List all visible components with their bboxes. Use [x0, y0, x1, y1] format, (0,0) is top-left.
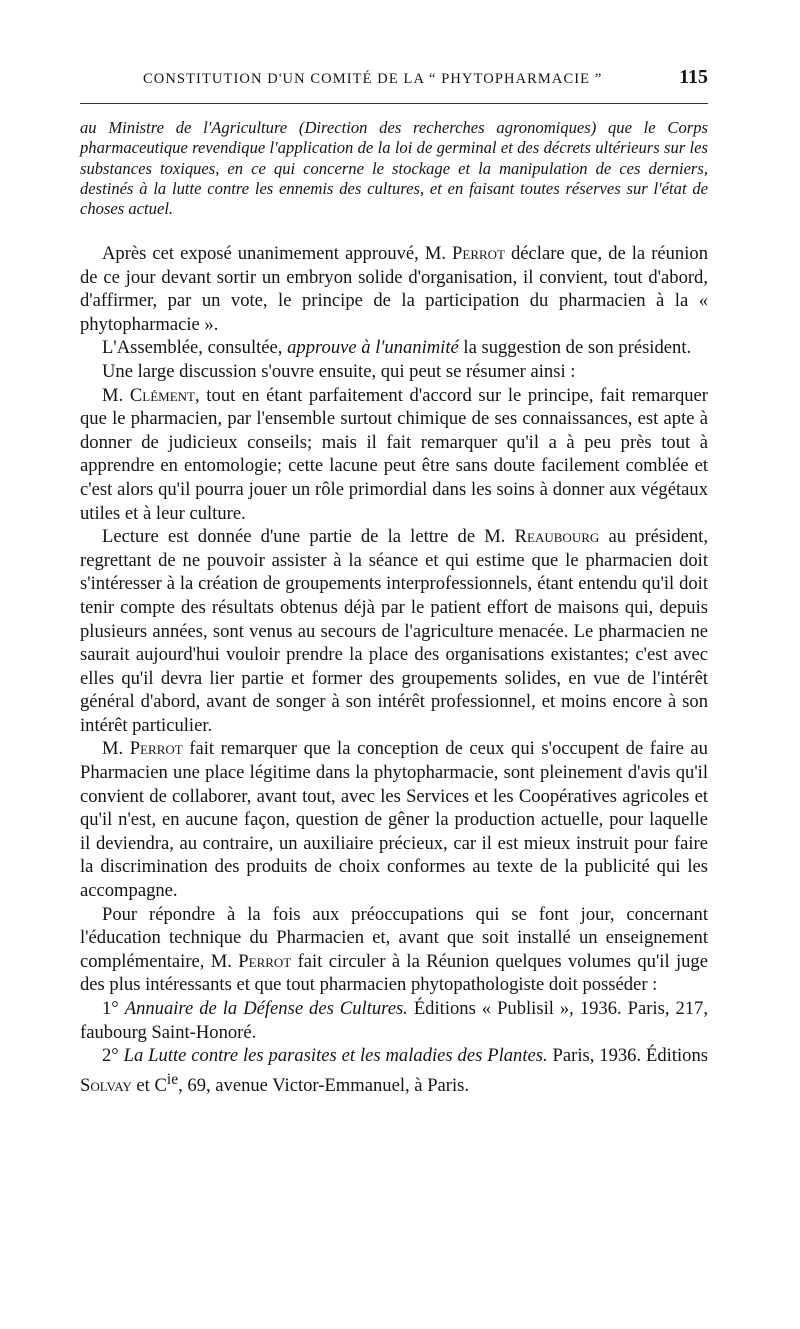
- header-rule: [80, 103, 708, 104]
- text-run: Lecture est donnée d'une partie de la lettre de M.: [102, 526, 515, 548]
- paragraph: [80, 384, 708, 526]
- paragraph: [80, 360, 708, 384]
- emphasis: approuve à l'unanimité: [287, 337, 459, 359]
- person-name: Perrot: [452, 243, 505, 264]
- paragraph: [80, 336, 708, 360]
- reference-item: [80, 1044, 708, 1097]
- text-run: fait circuler à la Réunion quelques volumes qu'il juge des plus intéressants et que tout pharmacien phytopathologiste doit posséder :: [80, 950, 708, 996]
- paragraph: [80, 525, 708, 737]
- book-title: La Lutte contre les parasites et les maladies des Plantes.: [123, 1045, 548, 1067]
- text-run: , tout en étant parfaitement d'accord sur le principe, fait remarquer que le pharmacien, par l'ensemble surtout chimique de ses connaissances, est apte à donner de judicieux conseils; mais il fait remarquer qu'il a à peu près tout à apprendre en entomologie; cette lacune peut être sans doute facilement comblée et c'est alors qu'il pourra jouer un rôle primordial dans les soins à donner aux végétaux utiles et à leur culture.: [80, 384, 708, 524]
- text-run: L'Assemblée, consultée,: [102, 337, 288, 359]
- publisher-name: Solvay: [80, 1074, 132, 1096]
- text-run: Pour répondre à la fois aux préoccupations qui se font jour, concernant l'éducation technique du Pharmacien et, avant que soit installé un enseignement complémentaire, M.: [80, 903, 708, 972]
- person-name: Clément: [129, 384, 195, 406]
- text-run: Éditions « Publisil », 1936. Paris, 217, faubourg Saint-Honoré.: [80, 998, 708, 1043]
- superscript: ie: [166, 1070, 179, 1088]
- item-number: 1°: [102, 998, 125, 1019]
- running-title: CONSTITUTION D'UN COMITÉ DE LA “ PHYTOPHARMACIE ”: [143, 71, 603, 87]
- text-run: Après cet exposé unanimement approuvé, M.: [102, 243, 453, 264]
- text-run: au président, regrettant de ne pouvoir assister à la séance et qui estime que le pharmacien doit s'intéresser à la création de groupements interprofessionnels, étant entendu qu'il doit tenir compte des résultats obtenus déjà par le patient effort de maisons qui, depuis plusieurs années, sont venus au secours de l'agriculture menacée. Le pharmacien ne saurait aujourd'hui vouloir prendre la place des organisations existantes; c'est avec elles qu'il devra lier partie et former des groupements solides, en vue de l'intérêt général d'abord, avant de songer à son intérêt professionnel, et moins encore à son intérêt particulier.: [80, 526, 708, 736]
- person-name: Perrot: [129, 738, 183, 760]
- person-name: Reaubourg: [514, 526, 600, 548]
- text-run: Paris, 1936. Éditions: [547, 1045, 709, 1067]
- paragraph: [80, 737, 708, 902]
- body-text: [80, 242, 708, 1098]
- text-run: déclare que, de la réunion de ce jour devant sortir un embryon solide d'organisation, il convient, tout d'abord, d'affirmer, par un vote, le principe de la participation du pharmacien à la « phytopharmacie ».: [80, 243, 708, 335]
- item-number: 2°: [102, 1045, 124, 1067]
- paragraph: [80, 242, 708, 336]
- reference-item: [80, 997, 708, 1044]
- text-run: et C: [131, 1074, 167, 1096]
- text-run: fait remarquer que la conception de ceux qui s'occupent de faire au Pharmacien une place légitime dans la phytopharmacie, sont pleinement d'avis qu'il convient de collaborer, avant tout, avec les Services et les Coopératives agricoles et qu'il n'est, en aucune façon, question de gêner la production actuelle, pour laquelle il deviendra, au contraire, un auxiliaire précieux, car il est mieux instruit pour faire la discrimination des produits de choix conformes au texte de la publicité qui les accompagne.: [80, 738, 708, 902]
- text-run: Une large discussion s'ouvre ensuite, qui peut se résumer ainsi :: [102, 360, 576, 382]
- paragraph: [80, 903, 708, 997]
- running-header: [80, 66, 708, 89]
- motion-text: au Ministre de l'Agriculture (Direction des recherches agronomiques) que le Corps pharmaceutique revendique l'application de la loi de germinal et des décrets ultérieurs sur les substances toxiques, en ce qui concerne le stockage et la manipulation de ces derniers, destinés à la lutte contre les ennemis des cultures, et en faisant toutes réserves sur l'état de choses actuel.: [80, 118, 708, 219]
- page-number: 115: [679, 66, 708, 88]
- text-run: , 69, avenue Victor-Emmanuel, à Paris.: [178, 1074, 470, 1096]
- text-run: M.: [102, 738, 130, 760]
- person-name: Perrot: [238, 950, 292, 972]
- text-run: M.: [102, 384, 130, 406]
- book-title: Annuaire de la Défense des Cultures.: [124, 998, 408, 1019]
- text-run: la suggestion de son président.: [458, 337, 692, 359]
